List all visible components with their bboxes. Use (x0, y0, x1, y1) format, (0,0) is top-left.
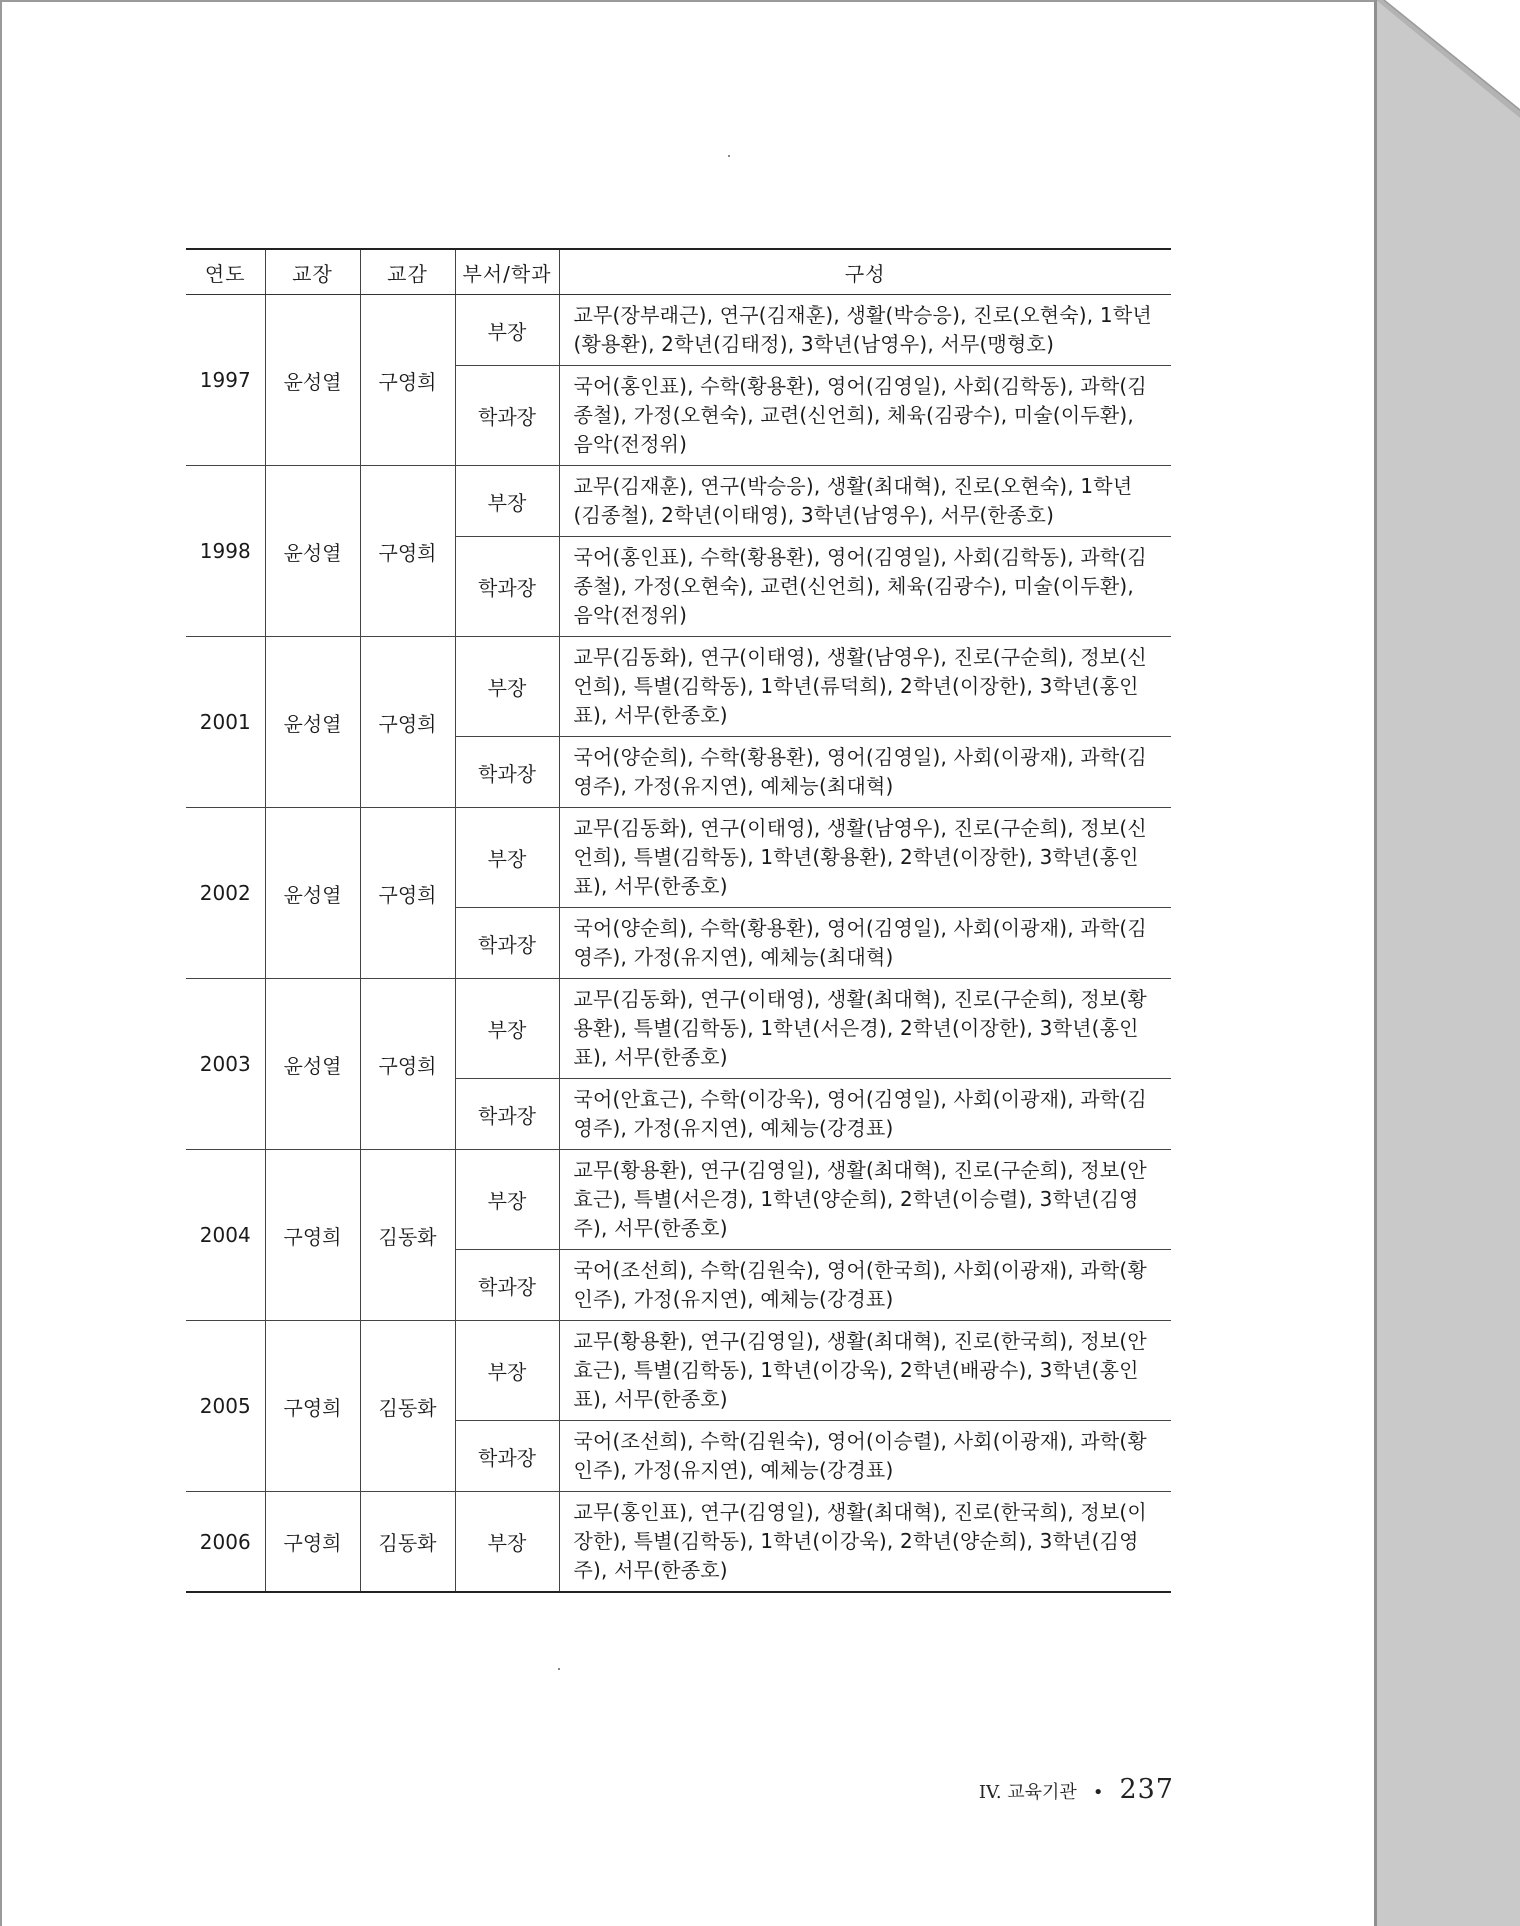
page-footer (979, 1774, 1174, 1805)
department-cell: 부장 (455, 1321, 559, 1421)
vice-principal-cell: 김동화 (360, 1321, 455, 1492)
table-header-row (186, 249, 1171, 295)
year-cell: 2006 (186, 1492, 265, 1593)
department-cell: 학과장 (455, 1079, 559, 1150)
table-row (186, 1492, 1171, 1593)
composition-cell: 국어(홍인표), 수학(황용환), 영어(김영일), 사회(김학동), 과학(김종철), 가정(오현숙), 교련(신언희), 체육(김광수), 미술(이두환), 음악(전정위) (559, 366, 1171, 466)
table-row (186, 295, 1171, 366)
year-cell: 1998 (186, 466, 265, 637)
year-cell: 1997 (186, 295, 265, 466)
principal-cell: 윤성열 (265, 295, 360, 466)
composition-cell: 국어(양순희), 수학(황용환), 영어(김영일), 사회(이광재), 과학(김영주), 가정(유지연), 예체능(최대혁) (559, 908, 1171, 979)
year-cell: 2004 (186, 1150, 265, 1321)
department-cell: 부장 (455, 1150, 559, 1250)
vice-principal-cell: 구영희 (360, 295, 455, 466)
department-cell: 부장 (455, 466, 559, 537)
header-vice-principal: 교감 (360, 249, 455, 295)
composition-cell: 국어(안효근), 수학(이강욱), 영어(김영일), 사회(이광재), 과학(김영주), 가정(유지연), 예체능(강경표) (559, 1079, 1171, 1150)
department-cell: 부장 (455, 808, 559, 908)
principal-cell: 구영희 (265, 1321, 360, 1492)
composition-cell: 교무(장부래근), 연구(김재훈), 생활(박승응), 진로(오현숙), 1학년(황용환), 2학년(김태정), 3학년(남영우), 서무(맹형호) (559, 295, 1171, 366)
principal-cell: 구영희 (265, 1492, 360, 1593)
vice-principal-cell: 구영희 (360, 466, 455, 637)
department-cell: 부장 (455, 1492, 559, 1593)
bullet-separator: • (1092, 1782, 1104, 1803)
composition-cell: 교무(홍인표), 연구(김영일), 생활(최대혁), 진로(한국희), 정보(이장한), 특별(김학동), 1학년(이강욱), 2학년(양순희), 3학년(김영주), 서무(한종호) (559, 1492, 1171, 1593)
principal-cell: 윤성열 (265, 637, 360, 808)
principal-cell: 윤성열 (265, 808, 360, 979)
table-row (186, 1150, 1171, 1250)
department-cell: 학과장 (455, 1250, 559, 1321)
composition-cell: 교무(황용환), 연구(김영일), 생활(최대혁), 진로(한국희), 정보(안효근), 특별(김학동), 1학년(이강욱), 2학년(배광수), 3학년(홍인표), 서무(한종호) (559, 1321, 1171, 1421)
vice-principal-cell: 구영희 (360, 637, 455, 808)
header-department: 부서/학과 (455, 249, 559, 295)
year-cell: 2003 (186, 979, 265, 1150)
composition-cell: 교무(김재훈), 연구(박승응), 생활(최대혁), 진로(오현숙), 1학년(김종철), 2학년(이태영), 3학년(남영우), 서무(한종호) (559, 466, 1171, 537)
header-year: 연도 (186, 249, 265, 295)
vice-principal-cell: 김동화 (360, 1150, 455, 1321)
principal-cell: 윤성열 (265, 466, 360, 637)
composition-cell: 국어(양순희), 수학(황용환), 영어(김영일), 사회(이광재), 과학(김영주), 가정(유지연), 예체능(최대혁) (559, 737, 1171, 808)
department-cell: 학과장 (455, 537, 559, 637)
department-cell: 학과장 (455, 908, 559, 979)
year-cell: 2005 (186, 1321, 265, 1492)
department-cell: 학과장 (455, 366, 559, 466)
principal-cell: 구영희 (265, 1150, 360, 1321)
vice-principal-cell: 구영희 (360, 808, 455, 979)
table-row (186, 466, 1171, 537)
composition-cell: 교무(김동화), 연구(이태영), 생활(남영우), 진로(구순희), 정보(신언희), 특별(김학동), 1학년(류덕희), 2학년(이장한), 3학년(홍인표), 서무(한종호) (559, 637, 1171, 737)
vice-principal-cell: 김동화 (360, 1492, 455, 1593)
table-row (186, 637, 1171, 737)
scan-speck (728, 155, 730, 157)
header-principal: 교장 (265, 249, 360, 295)
department-cell: 부장 (455, 979, 559, 1079)
table-row (186, 979, 1171, 1079)
table-row (186, 808, 1171, 908)
department-cell: 학과장 (455, 737, 559, 808)
year-cell: 2002 (186, 808, 265, 979)
year-cell: 2001 (186, 637, 265, 808)
department-cell: 부장 (455, 295, 559, 366)
chapter-label: IV. 교육기관 (978, 1782, 1077, 1803)
header-composition: 구성 (559, 249, 1171, 295)
department-cell: 부장 (455, 637, 559, 737)
scan-speck (558, 1668, 560, 1670)
composition-cell: 교무(김동화), 연구(이태영), 생활(최대혁), 진로(구순희), 정보(황용환), 특별(김학동), 1학년(서은경), 2학년(이장한), 3학년(홍인표), 서무(한종호) (559, 979, 1171, 1079)
composition-cell: 교무(김동화), 연구(이태영), 생활(남영우), 진로(구순희), 정보(신언희), 특별(김학동), 1학년(황용환), 2학년(이장한), 3학년(홍인표), 서무(한종호) (559, 808, 1171, 908)
table-row (186, 1321, 1171, 1421)
staff-composition-table (186, 248, 1171, 1593)
page-number: 237 (1119, 1774, 1174, 1805)
department-cell: 학과장 (455, 1421, 559, 1492)
composition-cell: 국어(조선희), 수학(김원숙), 영어(한국희), 사회(이광재), 과학(황인주), 가정(유지연), 예체능(강경표) (559, 1250, 1171, 1321)
page-edge (1376, 0, 1520, 1926)
composition-cell: 교무(황용환), 연구(김영일), 생활(최대혁), 진로(구순희), 정보(안효근), 특별(서은경), 1학년(양순희), 2학년(이승렬), 3학년(김영주), 서무(한종호) (559, 1150, 1171, 1250)
composition-cell: 국어(조선희), 수학(김원숙), 영어(이승렬), 사회(이광재), 과학(황인주), 가정(유지연), 예체능(강경표) (559, 1421, 1171, 1492)
principal-cell: 윤성열 (265, 979, 360, 1150)
composition-cell: 국어(홍인표), 수학(황용환), 영어(김영일), 사회(김학동), 과학(김종철), 가정(오현숙), 교련(신언희), 체육(김광수), 미술(이두환), 음악(전정위) (559, 537, 1171, 637)
vice-principal-cell: 구영희 (360, 979, 455, 1150)
